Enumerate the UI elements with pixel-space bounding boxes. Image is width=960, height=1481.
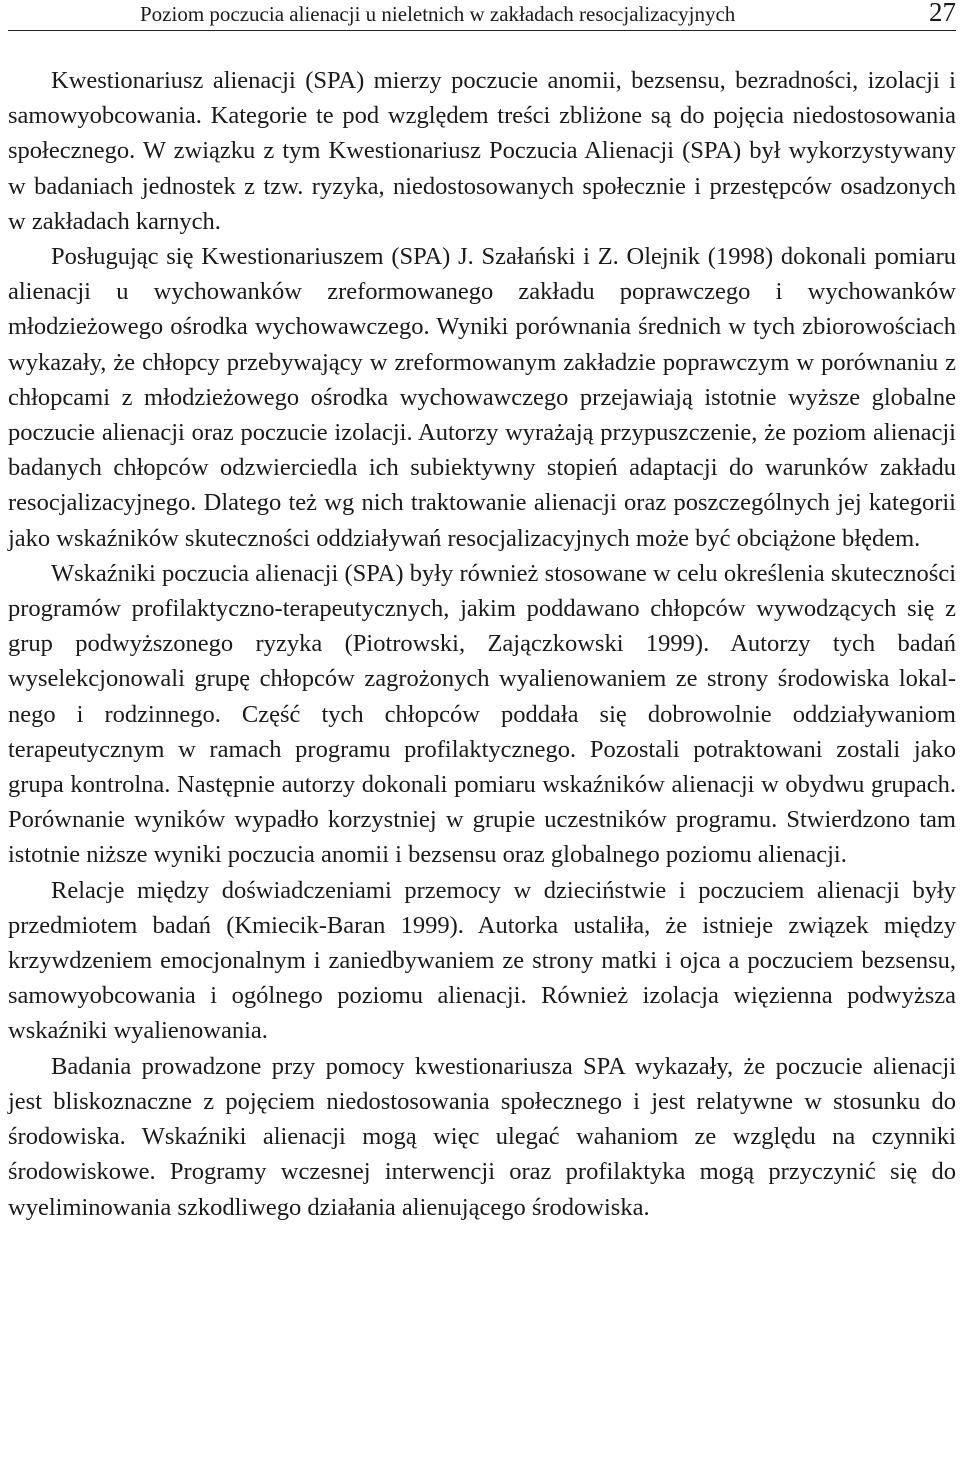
paragraph: Posługując się Kwestionariuszem (SPA) J. Szałański i Z. Olejnik (1998) dokonali pomiaru alienacji u wychowanków zreformowanego zakładu poprawczego i wychowanków młodzieżowego ośrodka wychowawczego. Wyniki porównania średnich w tych zbiorowościach wykazały, że chłopcy przebywający w zreformowanym zakładzie poprawczym w porównaniu z chłopcami z młodzieżowego ośrodka wychowawczego przejawiają istotnie wyższe globalne poczucie alienacji oraz poczucie izolacji. Autorzy wyrażają przypuszczenie, że poziom alienacji badanych chłopców odzwierciedla ich subiektywny stopień adaptacji do warunków zakładu resocjalizacyjnego. Dlatego też wg nich traktowanie alienacji oraz poszczególnych jej kategorii jako wskaźników skuteczności oddziaływań resocjalizacyjnych może być obciążone błędem.: [8, 243, 956, 552]
paragraph: Kwestionariusz alienacji (SPA) mierzy poczucie anomii, bezsensu, bezradności, izolacji i samowyobcowania. Kategorie te pod względem treści zbliżone są do pojęcia niedostosowania społecznego. W związku z tym Kwestionariusz Poczucia Alienacji (SPA) był wykorzystywany w badaniach jednostek z tzw. ryzyka, niedostosowanych społecznie i przestępców osadzonych w zakładach karnych.: [8, 67, 956, 235]
paragraph: Wskaźniki poczucia alienacji (SPA) były również stosowane w celu określenia skuteczności programów profilaktyczno-terapeutycznych, jakim poddawano chłopców wywodzących się z grup podwyższonego ryzyka (Piotrowski, Zajączkowski 1999). Autorzy tych badań wyselekcjonowali grupę chłopców zagrożonych wyalienowaniem ze strony środowiska lokalnego i rodzinnego. Część tych chłopców poddała się dobrowolnie oddziaływaniom terapeutycznym w ramach programu profilaktycznego. Pozostali potraktowani zostali jako grupa kontrolna. Następnie autorzy dokonali pomiaru wskaźników alienacji w obydwu grupach. Porównanie wyników wypadło korzystniej w grupie uczestników programu. Stwierdzono tam istotnie niższe wyniki poczucia anomii i bezsensu oraz globalnego poziomu alienacji.: [8, 559, 956, 869]
paragraph: Relacje między doświadczeniami przemocy w dzieciństwie i poczuciem alienacji były przedmiotem badań (Kmiecik-Baran 1999). Autorka ustaliła, że istnieje związek między krzywdzeniem emocjonalnym i zaniedbywaniem ze strony matki i ojca a poczuciem bezsensu, samowyobcowania i ogólnego poziomu alienacji. Również izolacja więzienna podwyższa wskaźniki wyalienowania.: [8, 876, 956, 1045]
paragraph: Badania prowadzone przy pomocy kwestionariusza SPA wykazały, że poczucie alienacji jest bliskoznaczne z pojęciem niedostosowania społecznego i jest relatywne w stosunku do środowiska. Wskaźniki alienacji mogą więc ulegać wahaniom ze względu na czynniki środowiskowe. Programy wczesnej interwencji oraz profilaktyka mogą przyczynić się do wyeliminowania szkodliwego działania alienującego środowiska.: [8, 1052, 956, 1221]
running-header-title: Poziom poczucia alienacji u nieletnich w zakładach resocjalizacyjnych: [140, 2, 736, 26]
body-text: [8, 63, 956, 1225]
running-header: [8, 0, 956, 31]
page-number: 27: [929, 0, 956, 27]
